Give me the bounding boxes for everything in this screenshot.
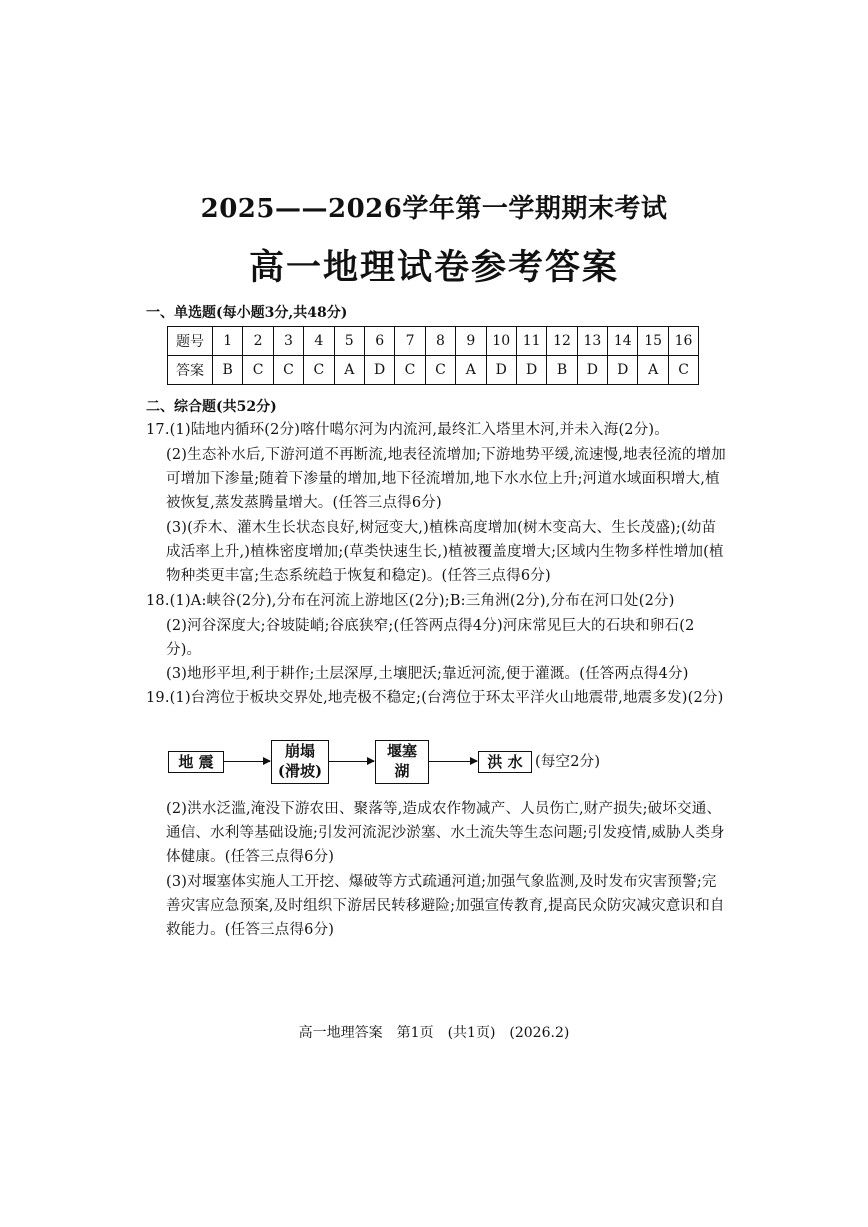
disaster-chain-diagram [0, 740, 868, 788]
box-barrier-lake-line2: 湖 [394, 762, 410, 780]
question-number: 6 [364, 327, 394, 356]
question-number: 13 [577, 327, 607, 356]
answer-cell: D [608, 356, 638, 385]
document-title: 高一地理试卷参考答案 [248, 247, 619, 288]
table-row-numbers [168, 327, 699, 356]
q19-part2: (2)洪水泛滥,淹没下游农田、聚落等,造成农作物减产、人员伤亡,财产损失;破坏交通、通信、水利等基础设施;引发河流泥沙淤塞、水土流失等生态问题;引发疫情,威胁人类身体健康。(任答三点得6分) [166, 801, 725, 865]
question-number: 2 [243, 327, 273, 356]
box-barrier-lake [375, 740, 429, 784]
q17-part1: 17.(1)陆地内循环(2分)喀什噶尔河为内流河,最终汇入塔里木河,并未入海(2分)。 [146, 422, 669, 438]
answer-cell: C [273, 356, 303, 385]
answer-cell: D [516, 356, 546, 385]
box-barrier-lake-line1: 堰塞 [386, 742, 417, 760]
question-number: 11 [516, 327, 546, 356]
answer-cell: C [668, 356, 698, 385]
row-label-answer: 答案 [168, 356, 213, 385]
question-number: 5 [334, 327, 364, 356]
score-note: (每空2分) [535, 754, 601, 770]
answer-cell: B [213, 356, 243, 385]
answer-cell: B [547, 356, 577, 385]
question-number: 10 [486, 327, 516, 356]
q17-part2: (2)生态补水后,下游河道不再断流,地表径流增加;下游地势平缓,流速慢,地表径流的增加可增加下渗量;随着下渗量的增加,地下径流增加,地下水水位上升;河道水域面积增大,植被恢复,蒸发蒸腾量增大。(任答三点得6分) [166, 447, 726, 511]
box-flood: 洪 水 [478, 751, 532, 773]
answer-cell: C [425, 356, 455, 385]
box-landslide [271, 740, 329, 784]
question-number: 8 [425, 327, 455, 356]
answer-cell: C [304, 356, 334, 385]
question-number: 7 [395, 327, 425, 356]
table-row-answers [168, 356, 699, 385]
answer-cell: D [577, 356, 607, 385]
question-number: 16 [668, 327, 698, 356]
page-footer: 高一地理答案 第1页 (共1页) (2026.2) [298, 1025, 570, 1041]
answer-cell: A [638, 356, 668, 385]
question-number: 4 [304, 327, 334, 356]
section-heading-single-choice: 一、单选题(每小题3分,共48分) [146, 305, 348, 321]
answer-cell: D [486, 356, 516, 385]
q19-part3: (3)对堰塞体实施人工开挖、爆破等方式疏通河道;加强气象监测,及时发布灾害预警;完善灾害应急预案,及时组织下游居民转移避险;加强宣传教育,提高民众防灾减灾意识和自救能力。(任答三点得6分) [166, 874, 725, 938]
q18-part3: (3)地形平坦,利于耕作;土层深厚,土壤肥沃;靠近河流,便于灌溉。(任答两点得4分) [166, 666, 689, 682]
answer-table [167, 326, 699, 385]
answer-cell: C [243, 356, 273, 385]
q19-part1: 19.(1)台湾位于板块交界处,地壳极不稳定;(台湾位于环太平洋火山地震带,地震多发)(2分) [146, 690, 724, 706]
question-number: 12 [547, 327, 577, 356]
section-heading-comprehensive: 二、综合题(共52分) [146, 399, 277, 415]
question-number: 3 [273, 327, 303, 356]
q18-part1: 18.(1)A:峡谷(2分),分布在河流上游地区(2分);B:三角洲(2分),分布在河口处(2分) [146, 593, 675, 609]
box-landslide-line2: (滑坡) [277, 762, 323, 780]
answer-cell: D [364, 356, 394, 385]
q17-part3: (3)(乔木、灌木生长状态良好,树冠变大,)植株高度增加(树木变高大、生长茂盛);(幼苗成活率上升,)植株密度增加;(草类快速生长,)植被覆盖度增大;区域内生物多样性增加(植物种类更丰富;生态系统趋于恢复和稳定)。(任答三点得6分) [166, 520, 724, 584]
arrow-icon [224, 761, 270, 762]
answer-cell: A [334, 356, 364, 385]
box-landslide-line1: 崩塌 [284, 742, 315, 760]
answer-cell: C [395, 356, 425, 385]
question-number: 9 [456, 327, 486, 356]
question-number: 15 [638, 327, 668, 356]
arrow-icon [429, 761, 477, 762]
question-number: 1 [213, 327, 243, 356]
q18-part2: (2)河谷深度大;谷坡陡峭;谷底狭窄;(任答两点得4分)河床常见巨大的石块和卵石(2分)。 [166, 618, 695, 658]
box-earthquake: 地 震 [168, 751, 224, 773]
question-number: 14 [608, 327, 638, 356]
answer-cell: A [456, 356, 486, 385]
exam-title: 2025——2026学年第一学期期末考试 [200, 194, 668, 224]
row-label-number: 题号 [168, 327, 213, 356]
arrow-icon [329, 761, 374, 762]
